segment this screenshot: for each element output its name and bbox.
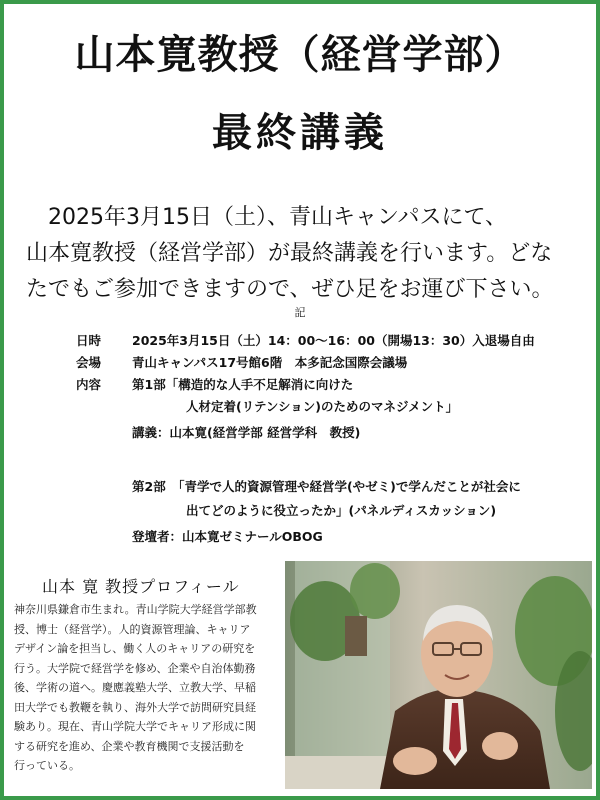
venue-label: 会場 <box>76 355 102 370</box>
date-label: 日時 <box>76 333 102 348</box>
profile-line: デザイン論を担当し、働く人のキャリアの研究を <box>14 642 256 655</box>
venue-value: 青山キャンパス17号館6階 本多記念国際会議場 <box>132 355 408 370</box>
profile-line: 田大学でも教鞭を執り、海外大学で訪問研究員経 <box>14 700 256 714</box>
part1-line1: 第1部「構造的な人手不足解消に向けた <box>132 377 354 392</box>
lecturer: 講義：山本寛(経営学部 経営学科 教授) <box>132 425 361 440</box>
intro-line: たでもご参加できますので、ぜひ足をお運び下さい。 <box>26 277 554 302</box>
poster-title: 山本寛教授（経営学部） <box>74 32 526 78</box>
poster-subtitle: 最終講義 <box>212 110 388 156</box>
profile-text <box>14 600 286 776</box>
part2-line1: 第2部 「青学で人的資源管理や経営学(やゼミ)で学んだことが社会に <box>132 479 521 494</box>
profile-line: 験あり。現在、青山学院大学でキャリア形成に関 <box>14 720 256 733</box>
panelists: 登壇者：山本寛ゼミナールOBOG <box>132 529 323 544</box>
content-label: 内容 <box>76 377 102 392</box>
intro-line: 山本寛教授（経営学部）が最終講義を行います。どな <box>26 241 553 266</box>
profile-line: 授、博士（経営学）。人的資源管理論、キャリア <box>14 622 251 636</box>
part1-line2: 人材定着(リテンション)のためのマネジメント」 <box>186 399 459 414</box>
profile-line: 後、学術の道へ。慶應義塾大学、立教大学、早稲 <box>14 681 256 694</box>
intro-paragraph <box>26 200 586 308</box>
profile-line: 行っている。 <box>14 759 80 772</box>
profile-heading: 山本 寛 教授プロフィール <box>42 577 240 596</box>
date-value: 2025年3月15日（土）14：00～16：00（開場13：30）入退場自由 <box>132 333 535 348</box>
intro-line: 2025年3月15日（土）、青山キャンパスにて、 <box>48 205 508 230</box>
part2-line2: 出てどのように役立ったか」(パネルディスカッション) <box>186 503 497 518</box>
profile-line: 行う。大学院で経営学を修め、企業や自治体勤務 <box>14 661 256 675</box>
professor-photo <box>285 561 592 789</box>
profile-line: する研究を進め、企業や教育機関で支援活動を <box>14 739 245 753</box>
ki-mark: 記 <box>294 306 306 319</box>
profile-line: 神奈川県鎌倉市生まれ。青山学院大学経営学部教 <box>14 603 257 616</box>
